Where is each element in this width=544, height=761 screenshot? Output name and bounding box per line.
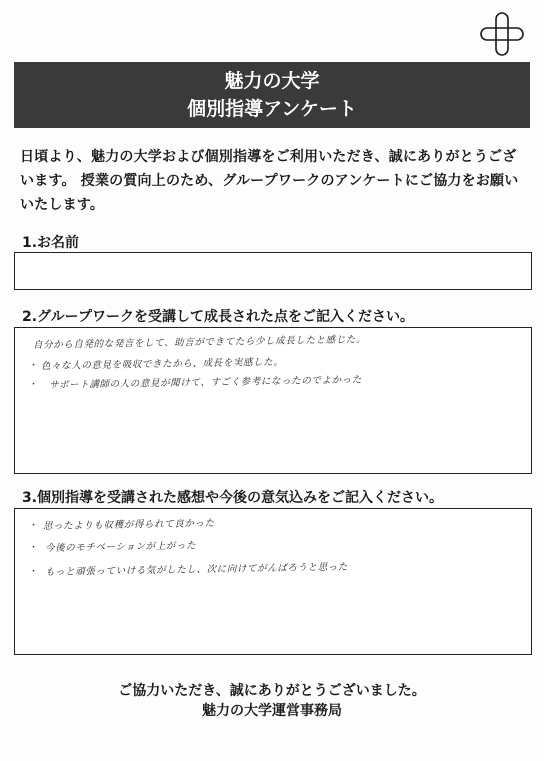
question-1-label: 1.お名前 [22,235,80,251]
answer-line: 自分から自発的な発言をして、助言ができてたら少し成長したと感じた。 [32,334,367,351]
answer-line: サポート講師の人の意見が聞けて、すごく参考になったのでよかった [48,374,362,391]
title-line-2: 個別指導アンケート [187,98,357,120]
cross-logo-icon [478,10,526,58]
name-field[interactable] [14,252,532,290]
question-2-answer-box[interactable] [14,327,532,474]
title-line-1: 魅力の大学 [224,70,320,92]
bullet-mark: ・ [29,567,39,577]
question-3-answer-box[interactable] [14,508,532,655]
intro-text: 日頃より、魅力の大学および個別指導をご利用いただき、誠にありがとうございます。 授業の質向上のため、グループワークのアンケートにご協力をお願いいたします。 [20,149,519,213]
answer-line: 今後のモチベーションが上がった [44,540,197,554]
answer-line: 思ったよりも収穫が得られて良かった [42,518,215,532]
bullet-mark: ・ [29,543,39,553]
bullet-mark: ・ [29,361,39,371]
question-2-label: 2.グループワークを受講して成長された点をご記入ください。 [22,309,414,325]
thanks-message: ご協力いただき、誠にありがとうございました。 [118,683,426,699]
question-3-label: 3.個別指導を受講された感想や今後の意気込みをご記入ください。 [22,490,444,506]
bullet-mark: ・ [29,380,39,390]
answer-line: もっと頑張っていける気がしたし、次に向けてがんばろうと思った [44,561,349,578]
bullet-mark: ・ [29,521,39,531]
answer-line: 色々な人の意見を吸収できたから、成長を実感した。 [40,356,284,372]
title-banner [14,62,530,128]
office-name: 魅力の大学運営事務局 [202,703,342,719]
